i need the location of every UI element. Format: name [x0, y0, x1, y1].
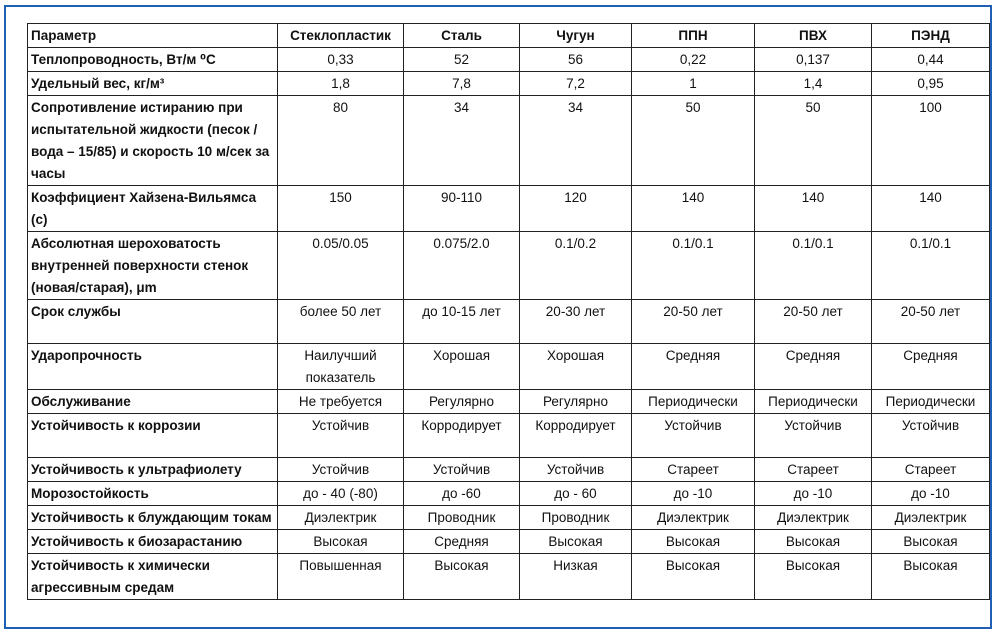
row-label: Сопротивление истиранию при испытательной жидкости (песок / вода – 15/85) и скорость 10 м/сек за часы: [28, 96, 278, 186]
cell-value: 20-50 лет: [755, 300, 872, 344]
cell-value: 140: [632, 186, 755, 232]
cell-value: 34: [404, 96, 520, 186]
cell-value: Хорошая: [520, 344, 632, 390]
cell-value: до -10: [755, 482, 872, 506]
cell-value: Стареет: [872, 458, 990, 482]
cell-value: 0,44: [872, 48, 990, 72]
cell-value: Устойчив: [872, 414, 990, 458]
cell-value: 20-50 лет: [632, 300, 755, 344]
cell-value: 120: [520, 186, 632, 232]
cell-value: до 10-15 лет: [404, 300, 520, 344]
cell-value: Наилучший показатель: [278, 344, 404, 390]
cell-value: Средняя: [872, 344, 990, 390]
cell-value: 1,4: [755, 72, 872, 96]
cell-value: 20-50 лет: [872, 300, 990, 344]
cell-value: Устойчив: [520, 458, 632, 482]
cell-value: 0.1/0.1: [755, 232, 872, 300]
cell-value: Регулярно: [404, 390, 520, 414]
cell-value: 7,2: [520, 72, 632, 96]
cell-value: Диэлектрик: [278, 506, 404, 530]
cell-value: 100: [872, 96, 990, 186]
header-steel: Сталь: [404, 24, 520, 48]
cell-value: Высокая: [755, 530, 872, 554]
comparison-table: [27, 23, 990, 600]
cell-value: Периодически: [872, 390, 990, 414]
cell-value: до -10: [632, 482, 755, 506]
cell-value: 150: [278, 186, 404, 232]
cell-value: Высокая: [404, 554, 520, 600]
table-row: [28, 482, 990, 506]
row-label: Удельный вес, кг/м³: [28, 72, 278, 96]
cell-value: Высокая: [632, 554, 755, 600]
row-label: Коэффициент Хайзена-Вильямса (с): [28, 186, 278, 232]
row-label: Абсолютная шероховатость внутренней поверхности стенок (новая/старая), μm: [28, 232, 278, 300]
table-row: [28, 344, 990, 390]
cell-value: 140: [755, 186, 872, 232]
header-cast-iron: Чугун: [520, 24, 632, 48]
cell-value: 0.1/0.1: [872, 232, 990, 300]
cell-value: 0.1/0.1: [632, 232, 755, 300]
row-label: Обслуживание: [28, 390, 278, 414]
header-pvc: ПВХ: [755, 24, 872, 48]
cell-value: 0,22: [632, 48, 755, 72]
cell-value: Стареет: [632, 458, 755, 482]
cell-value: Низкая: [520, 554, 632, 600]
cell-value: Периодически: [632, 390, 755, 414]
cell-value: Средняя: [404, 530, 520, 554]
header-ppn: ППН: [632, 24, 755, 48]
cell-value: 56: [520, 48, 632, 72]
cell-value: Высокая: [755, 554, 872, 600]
cell-value: Корродирует: [404, 414, 520, 458]
cell-value: до -10: [872, 482, 990, 506]
cell-value: Диэлектрик: [755, 506, 872, 530]
row-label: Устойчивость к биозарастанию: [28, 530, 278, 554]
cell-value: Периодически: [755, 390, 872, 414]
cell-value: 0.075/2.0: [404, 232, 520, 300]
cell-value: Проводник: [404, 506, 520, 530]
row-label: Устойчивость к коррозии: [28, 414, 278, 458]
cell-value: до - 40 (-80): [278, 482, 404, 506]
cell-value: Регулярно: [520, 390, 632, 414]
cell-value: Средняя: [755, 344, 872, 390]
header-row: [28, 24, 990, 48]
cell-value: 50: [632, 96, 755, 186]
cell-value: Высокая: [872, 554, 990, 600]
cell-value: до -60: [404, 482, 520, 506]
cell-value: Устойчив: [404, 458, 520, 482]
cell-value: Проводник: [520, 506, 632, 530]
row-label: Срок службы: [28, 300, 278, 344]
table-row: [28, 458, 990, 482]
cell-value: 0,33: [278, 48, 404, 72]
row-label: Ударопрочность: [28, 344, 278, 390]
header-parameter: Параметр: [28, 24, 278, 48]
cell-value: 1: [632, 72, 755, 96]
cell-value: 50: [755, 96, 872, 186]
cell-value: более 50 лет: [278, 300, 404, 344]
cell-value: Устойчив: [755, 414, 872, 458]
table-row: [28, 530, 990, 554]
cell-value: 0,137: [755, 48, 872, 72]
table-row: [28, 414, 990, 458]
table-row: [28, 96, 990, 186]
cell-value: Высокая: [632, 530, 755, 554]
cell-value: 1,8: [278, 72, 404, 96]
cell-value: Хорошая: [404, 344, 520, 390]
header-pe: ПЭНД: [872, 24, 990, 48]
cell-value: 20-30 лет: [520, 300, 632, 344]
table-row: [28, 72, 990, 96]
table-row: [28, 48, 990, 72]
table-row: [28, 554, 990, 600]
cell-value: 90-110: [404, 186, 520, 232]
cell-value: Устойчив: [278, 414, 404, 458]
cell-value: Устойчив: [632, 414, 755, 458]
table-row: [28, 300, 990, 344]
cell-value: Устойчив: [278, 458, 404, 482]
cell-value: Не требуется: [278, 390, 404, 414]
cell-value: до - 60: [520, 482, 632, 506]
row-label: Теплопроводность, Вт/м ⁰С: [28, 48, 278, 72]
cell-value: Диэлектрик: [632, 506, 755, 530]
cell-value: 34: [520, 96, 632, 186]
cell-value: 80: [278, 96, 404, 186]
cell-value: 0,95: [872, 72, 990, 96]
cell-value: Высокая: [278, 530, 404, 554]
table-row: [28, 186, 990, 232]
cell-value: 0.05/0.05: [278, 232, 404, 300]
cell-value: Высокая: [520, 530, 632, 554]
cell-value: Высокая: [872, 530, 990, 554]
table-row: [28, 390, 990, 414]
row-label: Устойчивость к ультрафиолету: [28, 458, 278, 482]
table-row: [28, 506, 990, 530]
cell-value: Средняя: [632, 344, 755, 390]
row-label: Морозостойкость: [28, 482, 278, 506]
header-fiberglass: Стеклопластик: [278, 24, 404, 48]
table-row: [28, 232, 990, 300]
row-label: Устойчивость к блуждающим токам: [28, 506, 278, 530]
cell-value: 52: [404, 48, 520, 72]
cell-value: 7,8: [404, 72, 520, 96]
cell-value: Диэлектрик: [872, 506, 990, 530]
cell-value: 0.1/0.2: [520, 232, 632, 300]
row-label: Устойчивость к химически агрессивным средам: [28, 554, 278, 600]
cell-value: Стареет: [755, 458, 872, 482]
cell-value: Корродирует: [520, 414, 632, 458]
cell-value: Повышенная: [278, 554, 404, 600]
cell-value: 140: [872, 186, 990, 232]
